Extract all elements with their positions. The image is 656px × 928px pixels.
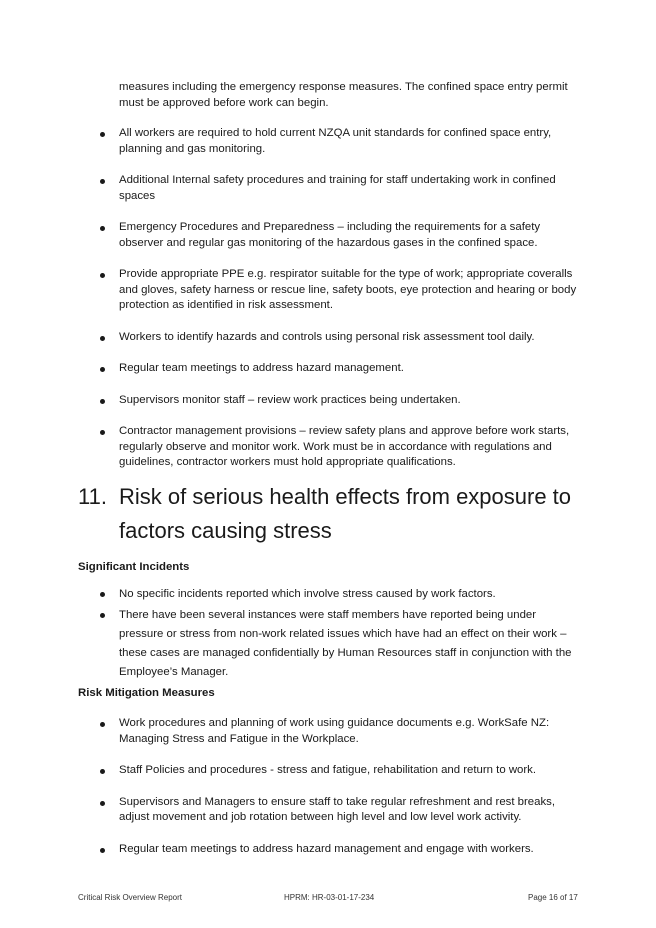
bullet-icon <box>100 179 105 184</box>
bullet-icon <box>100 592 105 597</box>
bullet-text: Regular team meetings to address hazard management. <box>119 362 404 374</box>
bullet-text: All workers are required to hold current NZQA unit standards for confined space entry, planning and gas monitoring. <box>119 127 552 155</box>
bullet-item <box>0 842 656 858</box>
bullet-icon <box>100 769 105 774</box>
mitigation-subheading: Risk Mitigation Measures <box>78 687 215 699</box>
bullet-icon <box>100 848 105 853</box>
bullet-text: Work procedures and planning of work using guidance documents e.g. WorkSafe NZ: Managing Stress and Fatigue in the Workplace. <box>119 717 550 745</box>
mitigation-bullet-list <box>0 716 656 873</box>
bullet-item <box>0 585 656 604</box>
incidents-subheading: Significant Incidents <box>78 561 190 573</box>
bullet-text: Workers to identify hazards and controls using personal risk assessment tool daily. <box>119 330 535 343</box>
bullet-item <box>0 606 656 682</box>
bullet-text: Emergency Procedures and Preparedness – including the requirements for a safety observer and regular gas monitoring of the hazardous gases in the confined space. <box>119 221 541 249</box>
bullet-item <box>0 173 656 204</box>
footer-report-title: Critical Risk Overview Report <box>78 893 183 902</box>
bullet-item <box>0 716 656 747</box>
section-number: 11. <box>78 484 107 509</box>
bullet-text: There have been several instances were staff members have reported being under pressure or stress from non-work related issues which have had an effect on their work – these cases are managed confidentially by Human Resources staff in conjunction with the Employee’s Manager. <box>119 609 572 678</box>
section-title: Risk of serious health effects from exposure to factors causing stress <box>119 484 572 543</box>
bullet-text: Regular team meetings to address hazard management and engage with workers. <box>119 842 534 855</box>
bullet-icon <box>100 399 105 404</box>
bullet-item <box>0 220 656 251</box>
bullet-icon <box>100 430 105 435</box>
footer-page-number: Page 16 of 17 <box>528 893 578 902</box>
bullet-text: Supervisors monitor staff – review work practices being undertaken. <box>119 393 461 406</box>
bullet-icon <box>100 273 105 278</box>
bullet-item <box>0 393 656 409</box>
bullet-text: No specific incidents reported which involve stress caused by work factors. <box>119 588 496 600</box>
incidents-bullet-list <box>0 585 656 684</box>
bullet-text: Contractor management provisions – review safety plans and approve before work starts, regularly observe and monitor work. Work must be in accordance with regulations and guidelines, contractor workers must hold appropriate qualifications. <box>119 425 570 468</box>
bullet-text: Provide appropriate PPE e.g. respirator suitable for the type of work; appropriate coveralls and gloves, safety harness or rescue line, safety boots, eye protection and hearing or body protection as identified in risk assessment. <box>119 268 577 311</box>
bullet-icon <box>100 226 105 231</box>
bullet-icon <box>100 132 105 137</box>
bullet-icon <box>100 613 105 618</box>
bullet-item <box>0 330 656 346</box>
bullet-icon <box>100 367 105 372</box>
bullet-item <box>0 424 656 471</box>
bullet-icon <box>100 336 105 341</box>
bullet-item <box>0 795 656 826</box>
bullet-text: Staff Policies and procedures - stress and fatigue, rehabilitation and return to work. <box>119 764 537 776</box>
section-10-bullet-list <box>0 126 656 487</box>
bullet-item <box>0 267 656 314</box>
intro-paragraph: measures including the emergency response measures. The confined space entry permit must be approved before work can begin. <box>119 81 568 109</box>
section-11-heading <box>78 480 598 548</box>
bullet-text: Additional Internal safety procedures and training for staff undertaking work in confined spaces <box>119 174 556 202</box>
footer-document-id: HPRM: HR-03-01-17-234 <box>284 893 375 902</box>
bullet-icon <box>100 801 105 806</box>
bullet-item <box>0 361 656 377</box>
bullet-text: Supervisors and Managers to ensure staff to take regular refreshment and rest breaks, adjust movement and job rotation between high level and low level work activity. <box>119 795 556 823</box>
bullet-item <box>0 126 656 157</box>
bullet-icon <box>100 722 105 727</box>
bullet-item <box>0 763 656 779</box>
